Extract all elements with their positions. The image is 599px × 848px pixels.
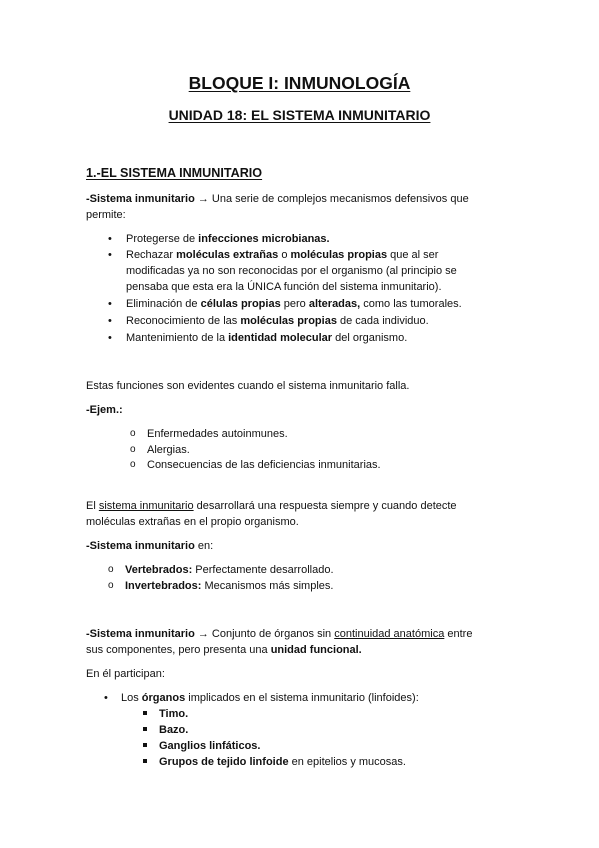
organ-item [159, 754, 406, 770]
document-subtitle: UNIDAD 18: EL SISTEMA INMUNITARIO [168, 107, 431, 123]
definition-text: entre [444, 628, 473, 640]
list-item-text: Reconocimiento de las [126, 315, 241, 327]
list-item [126, 330, 407, 346]
bullet-icon: • [104, 692, 108, 704]
list-item-line: modificadas ya no son reconocidas por el organismo (al principio se [126, 265, 457, 277]
list-item-text: o [278, 249, 291, 261]
example-item: Alergias. [147, 444, 190, 456]
document-title: BLOQUE I: INMUNOLOGÍA [188, 73, 411, 93]
paragraph-line: moléculas extrañas en el propio organismo. [86, 516, 299, 528]
list-item-bold: infecciones microbianas. [198, 233, 330, 245]
square-bullet-icon [143, 711, 147, 715]
organ-item-text: en epitelios y mucosas. [288, 756, 406, 768]
circle-bullet-icon: o [108, 580, 114, 591]
circle-bullet-icon: o [130, 444, 136, 455]
example-item: Enfermedades autoinmunes. [147, 428, 288, 440]
organ-item [159, 722, 188, 738]
list-item-text: de cada individuo. [336, 315, 429, 327]
definition-paragraph [86, 191, 469, 207]
list-item-text: pero [280, 298, 309, 310]
organ-item [159, 706, 188, 722]
paragraph [86, 538, 213, 554]
term: -Sistema inmunitario [86, 193, 195, 205]
list-item-bold: moléculas propias [240, 315, 337, 327]
bullet-icon: • [108, 332, 112, 344]
paragraph: Estas funciones son evidentes cuando el sistema inmunitario falla. [86, 380, 410, 392]
definition-paragraph [86, 626, 472, 642]
square-bullet-icon [143, 727, 147, 731]
list-item-line: pensaba que esta era la ÚNICA función del sistema inmunitario). [126, 281, 442, 293]
list-item-text: del organismo. [332, 332, 408, 344]
list-item [126, 313, 429, 329]
organ-item-bold: Bazo. [159, 724, 189, 736]
example-item: Consecuencias de las deficiencias inmunitarias. [147, 459, 381, 471]
paragraph-text: en: [194, 540, 214, 552]
bullet-icon: • [108, 315, 112, 327]
term: -Sistema inmunitario [86, 628, 195, 640]
list-item [125, 562, 334, 578]
list-item-text: Rechazar [126, 249, 177, 261]
list-item-bold: moléculas extrañas [176, 249, 279, 261]
list-item [126, 247, 438, 263]
bullet-icon: • [108, 298, 112, 310]
circle-bullet-icon: o [130, 459, 136, 470]
definition-text: sus componentes, pero presenta una [86, 644, 271, 656]
circle-bullet-icon: o [108, 564, 114, 575]
list-item [121, 690, 419, 706]
definition-line [86, 642, 362, 658]
term: -Sistema inmunitario [86, 540, 195, 552]
organ-item-bold: Ganglios linfáticos. [159, 740, 261, 752]
paragraph-text: desarrollará una respuesta siempre y cuando detecte [193, 500, 457, 512]
list-item-bold: identidad molecular [228, 332, 333, 344]
underlined-term: sistema inmunitario [98, 500, 194, 512]
list-item-bold: moléculas propias [290, 249, 388, 261]
list-item-bold: Vertebrados: [125, 564, 193, 576]
list-item-text: Mecanismos más simples. [201, 580, 334, 592]
list-item-text: Protegerse de [126, 233, 199, 245]
arrow-icon: → [197, 628, 209, 640]
bullet-icon: • [108, 249, 112, 261]
list-item-text: Los [121, 692, 142, 704]
organ-item-bold: Timo. [159, 708, 189, 720]
list-item-bold: órganos [141, 692, 186, 704]
paragraph-text: El [86, 500, 99, 512]
list-item-text: Eliminación de [126, 298, 201, 310]
list-item-text: Mantenimiento de la [126, 332, 229, 344]
bullet-icon: • [108, 233, 112, 245]
organ-item [159, 738, 260, 754]
definition-text-line: permite: [86, 209, 126, 221]
list-item [126, 296, 462, 312]
list-item-text: Perfectamente desarrollado. [192, 564, 334, 576]
definition-text: Una serie de complejos mecanismos defensivos que [208, 193, 469, 205]
paragraph: En él participan: [86, 668, 165, 680]
definition-text: Conjunto de órganos sin [208, 628, 335, 640]
list-item-bold: Invertebrados: [125, 580, 202, 592]
square-bullet-icon [143, 759, 147, 763]
organ-item-bold: Grupos de tejido linfoide [159, 756, 289, 768]
list-item-bold: células propias [200, 298, 281, 310]
list-item-text: que al ser [387, 249, 439, 261]
circle-bullet-icon: o [130, 428, 136, 439]
square-bullet-icon [143, 743, 147, 747]
example-label-text: -Ejem.: [86, 404, 123, 416]
underlined-term: continuidad anatómica [334, 628, 445, 640]
paragraph [86, 498, 457, 514]
arrow-icon: → [197, 193, 209, 205]
bold-term: unidad funcional. [270, 644, 362, 656]
list-item [125, 578, 333, 594]
list-item-text: como las tumorales. [360, 298, 462, 310]
list-item-bold: alteradas, [308, 298, 361, 310]
section-heading: 1.-EL SISTEMA INMUNITARIO [86, 166, 263, 180]
list-item [126, 231, 330, 247]
list-item-text: implicados en el sistema inmunitario (linfoides): [185, 692, 419, 704]
example-label [86, 402, 123, 418]
